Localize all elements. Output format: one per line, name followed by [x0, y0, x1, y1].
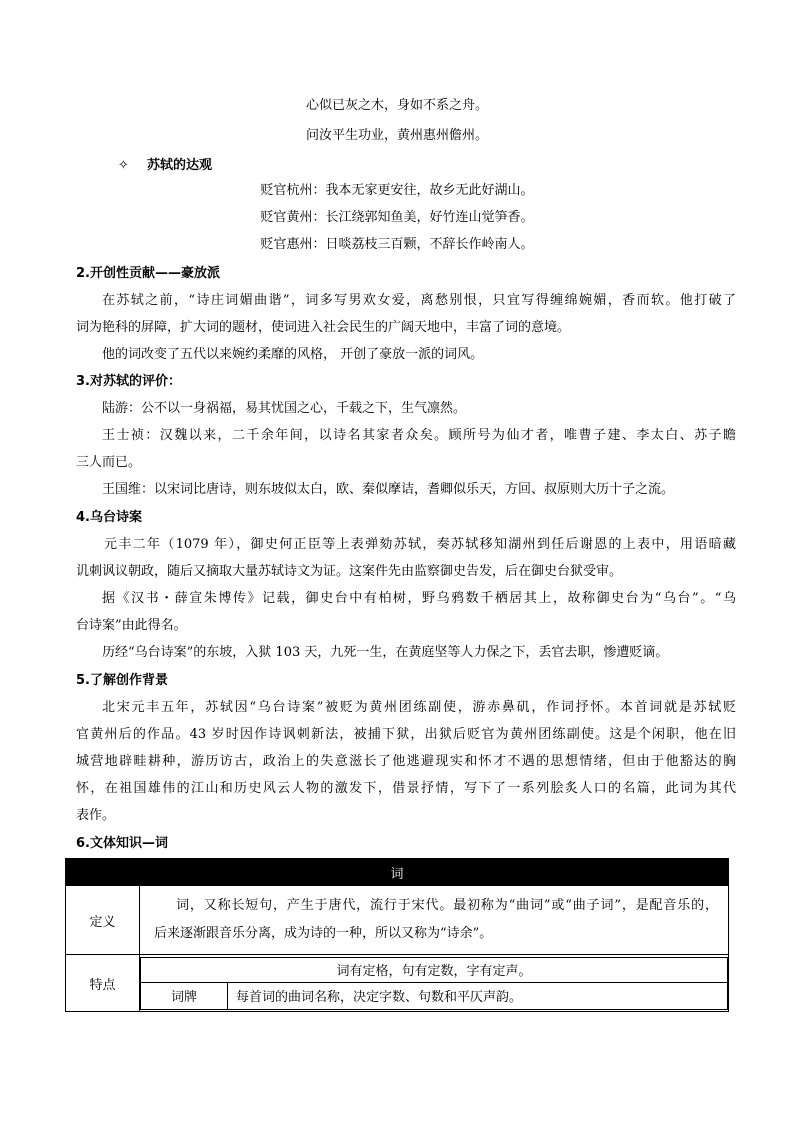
cipai-value: 每首词的曲词名称，决定字数、句数和平仄声韵。 — [228, 982, 728, 1009]
ci-genre-table — [65, 858, 729, 1012]
evaluation-wang-guowei: 王国维：以宋词比唐诗，则东坡似太白，欧、秦似摩诘，耆卿似乐天，方回、叔原则大历十子之流。 — [102, 482, 675, 497]
optimism-line-3: 贬官惠州：日啖荔枝三百颗，不辞长作岭南人。 — [260, 237, 534, 252]
optimism-heading — [118, 154, 212, 173]
optimism-line-2: 贬官黄州：长江绕郭知鱼美，好竹连山觉笋香。 — [260, 210, 534, 225]
section-5-line-1: 北宋元丰五年，苏轼因“乌台诗案”被贬为黄州团练副使，游赤鼻矶，作词抒怀。本首词就是苏轼贬 — [102, 700, 736, 715]
evaluation-wang-shizhen-line-2: 三人而已。 — [76, 455, 142, 470]
definition-label: 定义 — [66, 886, 140, 955]
feature-main: 词有定格，句有定数，字有定声。 — [141, 957, 728, 982]
diamond-bullet-icon: ✧ — [118, 158, 129, 173]
section-5-title: 5.了解创作背景 — [76, 673, 168, 688]
section-6-title: 6.文体知识—词 — [76, 836, 168, 851]
section-3-title: 3.对苏轼的评价： — [76, 374, 181, 389]
section-5-line-4: 怀，在祖国雄伟的江山和历史风云人物的激发下，借景抒情，写下了一系列脍炙人口的名篇，此词为其代 — [76, 781, 736, 796]
table-header: 词 — [66, 859, 729, 886]
section-4-line-2: 讥刺讽议朝政，随后又摘取大量苏轼诗文为证。这案件先由监察御史告发，后在御史台狱受审。 — [76, 564, 623, 579]
section-4-line-3: 据《汉书・薛宣朱博传》记载，御史台中有柏树，野乌鸦数千栖居其上，故称御史台为“乌台”。“乌 — [102, 591, 736, 606]
section-4-line-4: 台诗案”由此得名。 — [76, 618, 187, 633]
poem-line-1: 心似已灰之木，身如不系之舟。 — [305, 98, 488, 113]
section-2-title: 2.开创性贡献——豪放派 — [76, 266, 220, 281]
section-2-para-2: 他的词改变了五代以来婉约柔靡的风格， 开创了豪放一派的词风。 — [102, 347, 484, 362]
section-4-title: 4.乌台诗案 — [76, 510, 142, 525]
feature-cell — [140, 955, 729, 1012]
section-2-para-1-line-1: 在苏轼之前，“诗庄词媚曲谐”，词多写男欢女爱，离愁别恨，只宜写得缠绵婉媚，香而软。他打破了 — [102, 293, 736, 308]
section-4-line-5: 历经“乌台诗案”的东坡，入狱 103 天，九死一生，在黄庭坚等人力保之下，丢官去职，惨遭贬谪。 — [102, 645, 669, 660]
definition-line-2: 后来逐渐跟音乐分离，成为诗的一种，所以又称为“诗余”。 — [154, 926, 493, 941]
evaluation-wang-shizhen-line-1: 王士祯：汉魏以来，二千余年间，以诗名其家者众矣。顾所号为仙才者，唯曹子建、李太白、苏子瞻 — [102, 428, 736, 443]
section-5-line-2: 官黄州后的作品。43 岁时因作诗讽刺新法，被捕下狱，出狱后贬官为黄州团练副使。这是个闲职，他在旧 — [76, 727, 736, 742]
evaluation-lu-you: 陆游：公不以一身祸福，易其忧国之心，千载之下，生气凛然。 — [102, 401, 467, 416]
cipai-label: 词牌 — [141, 982, 228, 1009]
section-5-line-3: 城营地辟畦耕种，游历访古，政治上的失意滋长了他逃避现实和怀才不遇的思想情绪，但由于他豁达的胸 — [76, 754, 736, 769]
feature-label: 特点 — [66, 955, 140, 1012]
definition-line-1: 词，又称长短句，产生于唐代，流行于宋代。最初称为“曲词”或“曲子词”，是配音乐的， — [176, 898, 718, 913]
section-5-line-5: 表作。 — [76, 808, 116, 823]
poem-line-2: 问汝平生功业，黄州惠州儋州。 — [305, 128, 488, 143]
optimism-line-1: 贬官杭州：我本无家更安往，故乡无此好湖山。 — [260, 183, 534, 198]
section-2-para-1-line-2: 词为艳科的屏障，扩大词的题材，使词进入社会民生的广阔天地中，丰富了词的意境。 — [76, 320, 571, 335]
definition-cell — [140, 886, 729, 955]
optimism-title: 苏轼的达观 — [147, 158, 213, 173]
section-4-line-1: 元丰二年（1079 年），御史何正臣等上表弹劾苏轼，奏苏轼移知湖州到任后谢恩的上表中，用语暗藏 — [104, 537, 736, 552]
